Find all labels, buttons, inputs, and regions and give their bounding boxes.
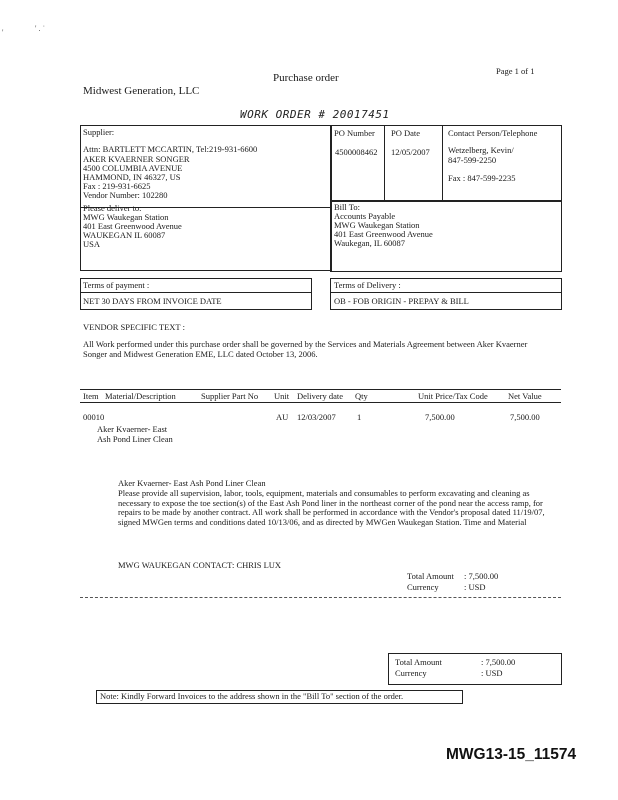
item-net-value: 7,500.00	[510, 412, 540, 422]
po-column-divider	[384, 126, 385, 201]
supplier-line: Vendor Number: 102280	[83, 190, 168, 200]
item-unit-price: 7,500.00	[425, 412, 455, 422]
item-total-label: Total Amount	[407, 571, 454, 581]
item-description: Ash Pond Liner Clean	[97, 434, 173, 444]
col-supplier-part: Supplier Part No	[201, 391, 259, 401]
item-currency-value: : USD	[464, 582, 486, 592]
po-date-label: PO Date	[391, 128, 421, 138]
contact-fax: Fax : 847-599-2235	[448, 173, 516, 183]
supplier-line: 4500 COLUMBIA AVENUE	[83, 163, 183, 173]
company-name: Midwest Generation, LLC	[83, 85, 200, 97]
item-qty: 1	[357, 412, 362, 422]
delivery-terms-value: OB - FOB ORIGIN - PREPAY & BILL	[334, 296, 469, 306]
grand-currency-value: : USD	[481, 668, 503, 678]
supplier-line: Attn: BARTLETT MCCARTIN, Tel:219-931-6600	[83, 144, 258, 154]
page-number: Page 1 of 1	[496, 66, 535, 76]
bill-to-line: MWG Waukegan Station	[334, 220, 420, 230]
item-description: Aker Kvaerner- East	[97, 424, 168, 434]
vendor-text-body: All Work performed under this purchase order shall be governed by the Services and Materials Agreement between Aker Kvaerner Songer and Midwest Generation EME, LLC dated October 13, 2006.	[83, 339, 528, 359]
col-item: Item	[83, 391, 99, 401]
station-contact: MWG WAUKEGAN CONTACT: CHRIS LUX	[118, 560, 282, 570]
grand-currency-label: Currency	[395, 668, 427, 678]
contact-phone: 847-599-2250	[448, 155, 497, 165]
bill-to-line: Bill To:	[334, 202, 360, 212]
payment-terms-label: Terms of payment :	[83, 280, 150, 290]
supplier-line: Fax : 219-931-6625	[83, 181, 151, 191]
item-delivery-date: 12/03/2007	[297, 412, 336, 422]
terms-divider	[80, 292, 311, 293]
bates-number: MWG13-15_11574	[446, 746, 577, 763]
supplier-line: AKER KVAERNER SONGER	[83, 154, 190, 164]
contact-label: Contact Person/Telephone	[448, 128, 538, 138]
invoice-note: Note: Kindly Forward Invoices to the address shown in the "Bill To" section of the order.	[100, 691, 404, 701]
table-header-top-rule	[80, 389, 561, 390]
item-number: 00010	[83, 412, 105, 422]
deliver-to-line: USA	[83, 239, 101, 249]
description-body: Please provide all supervision, labor, tools, equipment, materials and consumables to perform excavating and cleaning as necessary to expose the toe section(s) of the East Ash Pond liner in the northeast corner of the pond near the access ramp, for repairs to be made by another contract. All work shall be performed in accordance with the Vendor's proposal dated 11/19/07, signed MWGen terms and conditions dated 10/13/06, and as directed by MWGen Waukegan Station. Time and Material	[118, 488, 545, 527]
col-qty: Qty	[355, 391, 368, 401]
po-date: 12/05/2007	[391, 147, 430, 157]
table-header-bottom-rule	[80, 402, 561, 403]
bill-to-line: Accounts Payable	[334, 211, 396, 221]
po-number-label: PO Number	[334, 128, 375, 138]
grand-total-value: : 7,500.00	[481, 657, 516, 667]
deliver-to-line: 401 East Greenwood Avenue	[83, 221, 182, 231]
scan-speckle: ' . ˙	[35, 24, 46, 33]
delivery-terms-label: Terms of Delivery :	[334, 280, 401, 290]
po-column-divider	[442, 126, 443, 201]
col-delivery-date: Delivery date	[297, 391, 344, 401]
contact-name: Wetzelberg, Kevin/	[448, 145, 514, 155]
supplier-line: HAMMOND, IN 46327, US	[83, 172, 181, 182]
deliver-to-line: WAUKEGAN IL 60087	[83, 230, 166, 240]
item-currency-label: Currency	[407, 582, 439, 592]
handwritten-work-order: WORK ORDER # 20017451	[240, 108, 390, 121]
deliver-to-line: Please deliver to:	[83, 203, 142, 213]
payment-terms-value: NET 30 DAYS FROM INVOICE DATE	[83, 296, 222, 306]
po-number: 4500008462	[335, 147, 378, 157]
col-unit: Unit	[274, 391, 290, 401]
col-material: Material/Description	[105, 391, 176, 401]
scan-speckle: '	[2, 28, 4, 37]
grand-total-label: Total Amount	[395, 657, 442, 667]
description-title: Aker Kvaerner- East Ash Pond Liner Clean	[118, 478, 266, 488]
item-unit: AU	[276, 412, 289, 422]
vendor-text-heading: VENDOR SPECIFIC TEXT :	[83, 322, 185, 332]
col-net-value: Net Value	[508, 391, 542, 401]
terms-divider	[330, 292, 561, 293]
document-title: Purchase order	[273, 72, 339, 84]
item-separator	[80, 597, 561, 598]
bill-to-line: 401 East Greenwood Avenue	[334, 229, 433, 239]
col-unit-price: Unit Price/Tax Code	[418, 391, 488, 401]
item-total-value: : 7,500.00	[464, 571, 499, 581]
deliver-to-line: MWG Waukegan Station	[83, 212, 169, 222]
supplier-label: Supplier:	[83, 127, 115, 137]
bill-to-line: Waukegan, IL 60087	[334, 238, 405, 248]
